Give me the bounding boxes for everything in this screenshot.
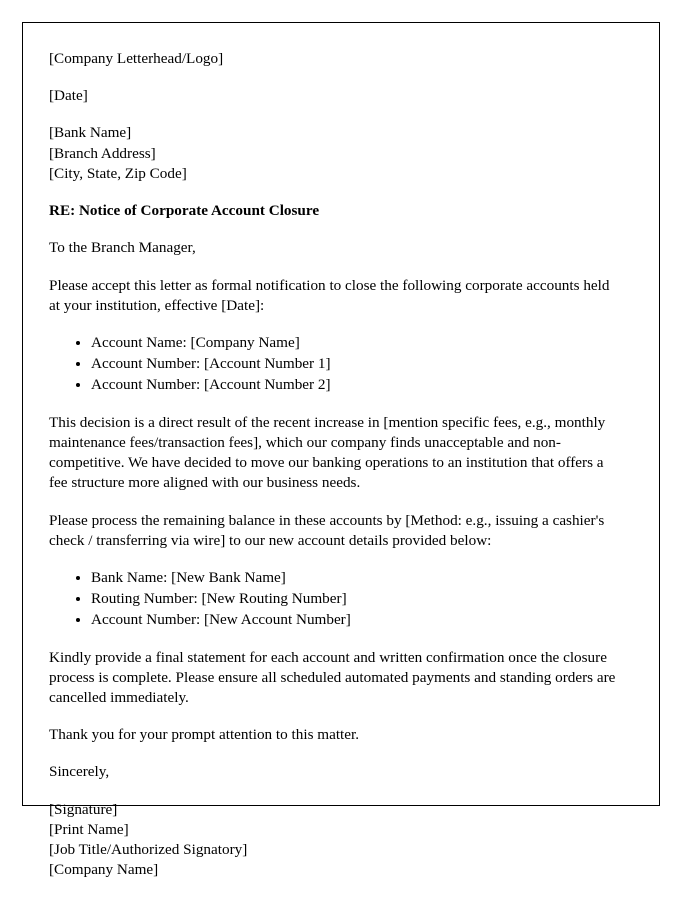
closing: Sincerely,	[49, 763, 110, 781]
list-item: • Account Number: [Account Number 2]	[91, 375, 617, 395]
document-page	[22, 22, 660, 879]
paragraph-balance-transfer: Please process the remaining balance in these accounts by [Method: e.g., issuing a cashier's check / transferring via wire] to our new account details provided below:	[49, 511, 605, 549]
list-item: • Account Number: [New Account Number]	[91, 610, 617, 630]
print-name: [Print Name]	[49, 820, 129, 838]
list-item: • Account Name: [Company Name]	[91, 333, 617, 353]
list-item: • Routing Number: [New Routing Number]	[91, 589, 617, 609]
subject-line: RE: Notice of Corporate Account Closure	[49, 202, 320, 220]
recipient-bank-name: [Bank Name]	[49, 124, 132, 142]
company-letterhead: [Company Letterhead/Logo]	[49, 50, 224, 67]
letter-body	[23, 23, 659, 881]
letter-date: [Date]	[49, 87, 88, 105]
salutation: To the Branch Manager,	[49, 239, 196, 257]
list-item: • Account Number: [Account Number 1]	[91, 354, 617, 374]
recipient-branch-address: [Branch Address]	[49, 144, 156, 162]
new-account-list	[49, 568, 617, 631]
job-title: [Job Title/Authorized Signatory]	[49, 841, 248, 859]
paragraph-intro: Please accept this letter as formal notification to close the following corporate accounts held at your institution, effective [Date]:	[49, 276, 610, 314]
account-list	[49, 333, 617, 396]
recipient-address-block	[49, 123, 617, 184]
paragraph-final-statement: Kindly provide a final statement for each account and written confirmation once the closure process is complete. Please ensure all scheduled automated payments and standing orders are cancelled immediately.	[49, 648, 616, 707]
recipient-city-state-zip: [City, State, Zip Code]	[49, 164, 187, 182]
list-item: • Bank Name: [New Bank Name]	[91, 568, 617, 588]
paragraph-reason: This decision is a direct result of the recent increase in [mention specific fees, e.g., monthly maintenance fees/transaction fees], which our company finds unacceptable and non-competitive. We have decided to move our banking operations to an institution that offers a fee structure more aligned with our business needs.	[49, 413, 606, 492]
signature-placeholder: [Signature]	[49, 800, 118, 818]
signature-block	[49, 800, 617, 881]
company-name: [Company Name]	[49, 861, 159, 879]
paragraph-thanks: Thank you for your prompt attention to this matter.	[49, 726, 360, 744]
